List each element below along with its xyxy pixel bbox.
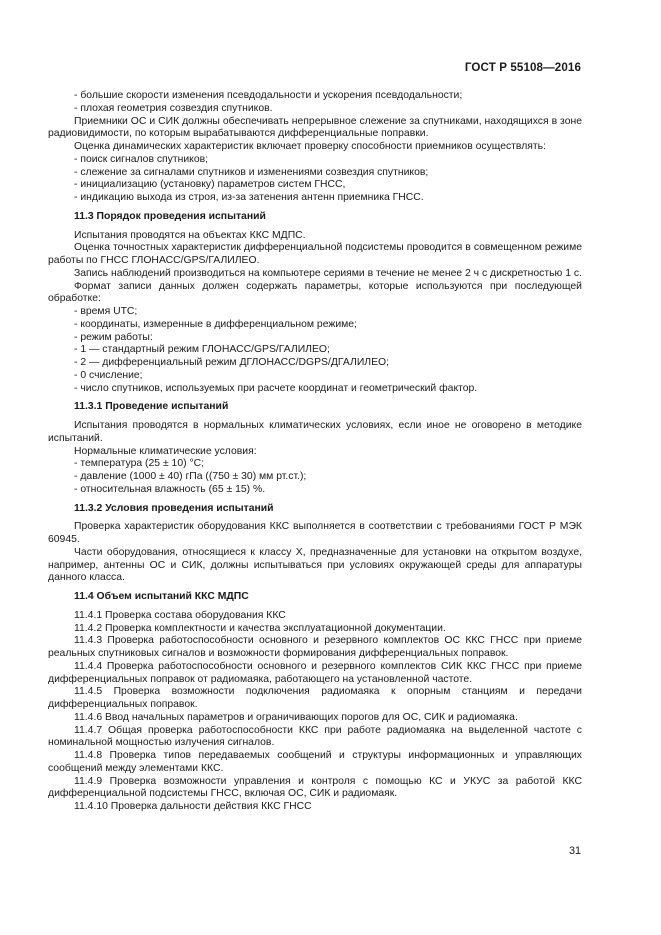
list-item: - 0 счисление; <box>74 369 143 381</box>
paragraph: 11.4.8 Проверка типов передаваемых сообщений и структуры информационных и управляющих сообщений между элементами ККС. <box>48 750 582 774</box>
list-item: - температура (25 ± 10) °С; <box>74 458 204 470</box>
list-item: - относительная влажность (65 ± 15) %. <box>74 483 266 495</box>
list-item: - слежение за сигналами спутников и изменениями созвездия спутников; <box>74 166 429 178</box>
page-number: 31 <box>568 845 581 857</box>
list-item: - 1 — стандартный режим ГЛОНАСС/GPS/ГАЛИЛЕО; <box>74 344 330 356</box>
list-item: - давление (1000 ± 40) гПа ((750 ± 30) мм рт.ст.); <box>74 471 307 482</box>
section-heading: 11.3.2 Условия проведения испытаний <box>74 502 274 514</box>
list-item: - поиск сигналов спутников; <box>74 153 209 165</box>
paragraph: 11.4.1 Проверка состава оборудования ККС <box>74 609 286 621</box>
list-item: - индикацию выхода из строя, из-за затенения антенн приемника ГНСС. <box>74 192 424 203</box>
document-code-header: ГОСТ Р 55108—2016 <box>464 61 581 74</box>
paragraph: Запись наблюдений производиться на компьютере сериями в течение не менее 2 ч с дискретностью 1 с. <box>74 267 582 279</box>
paragraph: 11.4.3 Проверка работоспособности основного и резервного комплектов ОС ККС ГНСС при приеме реальных спутниковых сигналов и возможности формирования дифференциальных поправок. <box>48 635 582 659</box>
paragraph: Испытания проводятся в нормальных климатических условиях, если иное не оговорено в методике испытаний. <box>48 420 582 444</box>
list-item: - 2 — дифференциальный режим ДГЛОНАСС/DGPS/ДГАЛИЛЕО; <box>74 357 390 368</box>
paragraph: Формат записи данных должен содержать параметры, которые используются при последующей обработке: <box>48 280 582 305</box>
paragraph: 11.4.2 Проверка комплектности и качества эксплуатационной документации. <box>74 622 446 634</box>
paragraph: 11.4.6 Ввод начальных параметров и ограничивающих порогов для ОС, СИК и радиомаяка. <box>74 711 518 723</box>
paragraph: Проверка характеристик оборудования ККС выполняется в соответствии с требованиями ГОСТ Р МЭК 60945. <box>48 521 582 545</box>
list-item: - инициализацию (установку) параметров систем ГНСС, <box>74 179 346 191</box>
paragraph: Нормальные климатические условия: <box>74 445 257 457</box>
paragraph: 11.4.5 Проверка возможности подключения радиомаяка к опорным станциям и передачи дифференциальных поправок. <box>48 686 582 710</box>
section-heading: 11.3 Порядок проведения испытаний <box>74 210 266 222</box>
paragraph: 11.4.9 Проверка возможности управления и контроля с помощью КС и УКУС за работой ККС дифференциальной подсистемы ГНСС, включая ОС, СИК и радиомаяк. <box>48 775 582 800</box>
paragraph: Оценка точностных характеристик дифференциальной подсистемы проводится в совмещенном режиме работы по ГНСС ГЛОНАСС/GPS/ГАЛИЛЕО. <box>48 242 582 266</box>
list-item: - большие скорости изменения псевдодальности и ускорения псевдодальности; <box>74 90 463 101</box>
paragraph: 11.4.7 Общая проверка работоспособности ККС при работе радиомаяка на выделенной частоте с номинальной мощностью излучения сигналов. <box>48 724 582 749</box>
paragraph: Оценка динамических характеристик включает проверку способности приемников осуществлять: <box>74 141 546 152</box>
section-heading: 11.3.1 Проведение испытаний <box>74 401 229 413</box>
section-heading: 11.4 Объем испытаний ККС МДПС <box>74 591 249 602</box>
list-item: - время UTC; <box>74 306 138 317</box>
list-item: - координаты, измеренные в дифференциальном режиме; <box>74 318 357 330</box>
list-item: - число спутников, используемых при расчете координат и геометрический фактор. <box>74 382 478 394</box>
document-body <box>48 90 582 814</box>
paragraph: Части оборудования, относящиеся к классу X, предназначенные для установки на открытом воздухе, например, антенны ОС и СИК, должны испытываться при условиях окружающей среды для аппаратуры данного класса. <box>48 546 582 584</box>
paragraph: 11.4.10 Проверка дальности действия ККС ГНСС <box>74 801 312 812</box>
list-item: - плохая геометрия созвездия спутников. <box>74 102 273 114</box>
list-item: - режим работы: <box>74 331 153 343</box>
paragraph: 11.4.4 Проверка работоспособности основного и резервного комплектов СИК ККС ГНСС при приеме дифференциальных поправок от радиомаяка, работающего на установленной частоте. <box>48 660 582 685</box>
paragraph: Приемники ОС и СИК должны обеспечивать непрерывное слежение за спутниками, находящихся в зоне радиовидимости, по которым вырабатываются дифференциальные поправки. <box>48 115 582 140</box>
paragraph: Испытания проводятся на объектах ККС МДПС. <box>74 229 306 241</box>
